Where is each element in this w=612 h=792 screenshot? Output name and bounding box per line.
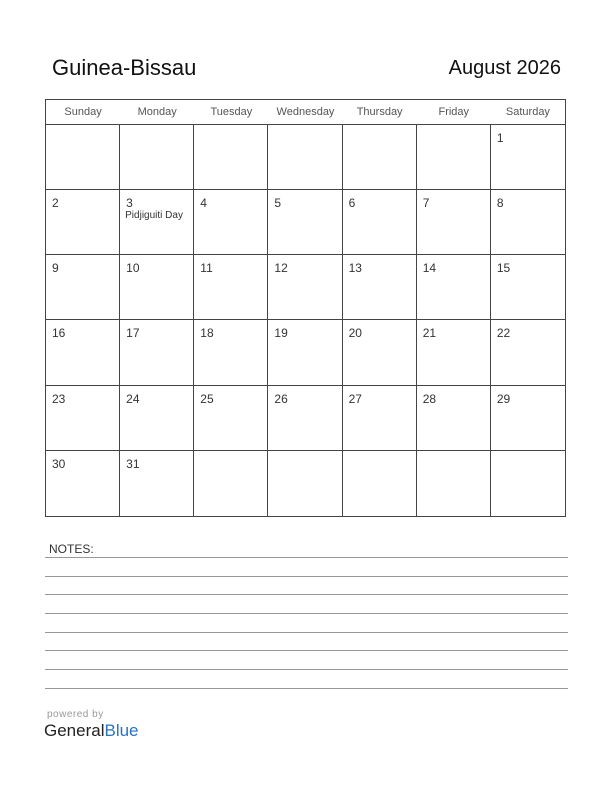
empty-day-cell: [194, 451, 268, 516]
day-cell: [343, 255, 417, 320]
day-number: 13: [348, 261, 362, 276]
day-cell: [194, 320, 268, 385]
empty-day-cell: [343, 451, 417, 516]
empty-day-cell: [120, 125, 194, 190]
brand-general: General: [44, 721, 105, 740]
empty-day-cell: [491, 451, 565, 516]
empty-day-cell: [268, 125, 342, 190]
generalblue-logo: [44, 721, 139, 741]
day-cell: [268, 386, 342, 451]
note-line: [45, 557, 568, 558]
weekday-header: Monday: [137, 106, 177, 118]
empty-day-cell: [343, 125, 417, 190]
day-cell: [343, 386, 417, 451]
day-cell: [120, 386, 194, 451]
day-number: 28: [422, 391, 437, 406]
day-number: 11: [200, 261, 213, 276]
day-number: 21: [422, 326, 437, 341]
day-cell: [491, 386, 565, 451]
day-number: 27: [348, 391, 362, 406]
day-cell: [120, 320, 194, 385]
holiday-label: Pidjiguiti Day: [125, 210, 183, 222]
day-cell: [417, 190, 491, 255]
day-number: 4: [200, 196, 207, 211]
note-line: [45, 632, 568, 633]
day-number: 30: [52, 456, 66, 471]
day-number: 7: [422, 196, 430, 211]
empty-day-cell: [46, 125, 120, 190]
day-cell: [120, 255, 194, 320]
brand-blue: Blue: [104, 721, 139, 740]
day-cell: [343, 320, 417, 385]
day-cell: [194, 255, 268, 320]
day-number: 3: [126, 196, 133, 211]
day-cell: [268, 190, 342, 255]
day-cell: [491, 190, 565, 255]
day-number: 29: [496, 391, 511, 406]
day-number: 16: [52, 326, 66, 341]
weekday-header: Thursday: [356, 106, 403, 118]
powered-by-text: powered by: [47, 709, 104, 720]
day-number: 2: [52, 196, 59, 211]
calendar-country-title: Guinea-Bissau: [52, 55, 197, 80]
day-number: 22: [496, 326, 511, 341]
weekday-header: Wednesday: [276, 106, 335, 118]
note-line: [45, 613, 568, 614]
day-cell: [46, 386, 120, 451]
weekday-header-row: [46, 100, 565, 125]
day-cell: [46, 451, 120, 516]
note-line: [45, 576, 568, 577]
day-cell: [268, 320, 342, 385]
day-number: 25: [200, 391, 214, 406]
day-cell: [120, 451, 194, 516]
day-number: 12: [274, 261, 288, 276]
calendar-month-title: August 2026: [448, 57, 561, 79]
note-line: [45, 594, 568, 595]
day-cell: [194, 386, 268, 451]
day-cell: [194, 190, 268, 255]
calendar-grid: [45, 99, 566, 517]
day-number: 18: [200, 326, 214, 341]
day-number: 23: [52, 391, 66, 406]
empty-day-cell: [417, 125, 491, 190]
day-cell: [491, 320, 565, 385]
day-cell: [343, 190, 417, 255]
day-cell: [268, 255, 342, 320]
empty-day-cell: [268, 451, 342, 516]
day-cell: [417, 255, 491, 320]
day-number: 20: [348, 326, 362, 341]
day-number: 15: [496, 261, 511, 276]
day-cell: [120, 190, 194, 255]
day-number: 9: [52, 261, 59, 276]
note-line: [45, 669, 568, 670]
day-number: 19: [274, 326, 288, 341]
day-cell: [46, 190, 120, 255]
day-number: 31: [126, 456, 140, 471]
day-number: 17: [126, 326, 140, 341]
day-cell: [491, 125, 565, 190]
day-number: 6: [348, 196, 356, 211]
weekday-header: Sunday: [64, 106, 102, 118]
day-cell: [46, 255, 120, 320]
calendar-days: [46, 125, 565, 516]
day-cell: [46, 320, 120, 385]
empty-day-cell: [194, 125, 268, 190]
day-number: 14: [422, 261, 437, 276]
day-cell: [491, 255, 565, 320]
empty-day-cell: [417, 451, 491, 516]
weekday-header: Tuesday: [210, 106, 253, 118]
note-line: [45, 688, 568, 689]
note-line: [45, 650, 568, 651]
day-number: 1: [496, 131, 504, 145]
day-number: 8: [496, 196, 504, 211]
weekday-header: Saturday: [505, 106, 550, 118]
day-number: 10: [126, 261, 140, 276]
day-cell: [417, 386, 491, 451]
day-number: 5: [274, 196, 282, 211]
day-cell: [417, 320, 491, 385]
weekday-header: Friday: [438, 106, 470, 118]
day-number: 26: [274, 391, 288, 406]
day-number: 24: [126, 391, 140, 406]
notes-label: NOTES:: [49, 542, 94, 556]
